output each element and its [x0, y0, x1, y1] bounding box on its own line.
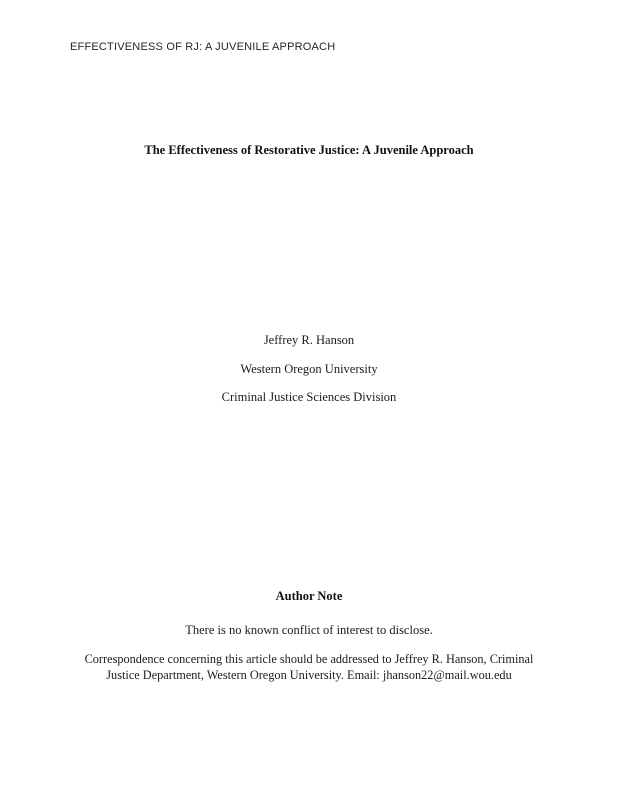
paper-title: The Effectiveness of Restorative Justice: A Juvenile Approach	[144, 143, 474, 157]
author-note-heading: Author Note	[275, 589, 343, 603]
author-division: Criminal Justice Sciences Division	[221, 390, 397, 404]
conflict-of-interest-statement: There is no known conflict of interest to disclose.	[185, 623, 433, 637]
author-affiliation: Western Oregon University	[240, 362, 378, 376]
correspondence-line-1: Correspondence concerning this article should be addressed to Jeffrey R. Hanson, Criminal	[84, 652, 534, 666]
running-head: EFFECTIVENESS OF RJ: A JUVENILE APPROACH	[70, 41, 336, 53]
correspondence-line-2: Justice Department, Western Oregon University. Email: jhanson22@mail.wou.edu	[106, 668, 512, 682]
author-name: Jeffrey R. Hanson	[263, 333, 355, 347]
